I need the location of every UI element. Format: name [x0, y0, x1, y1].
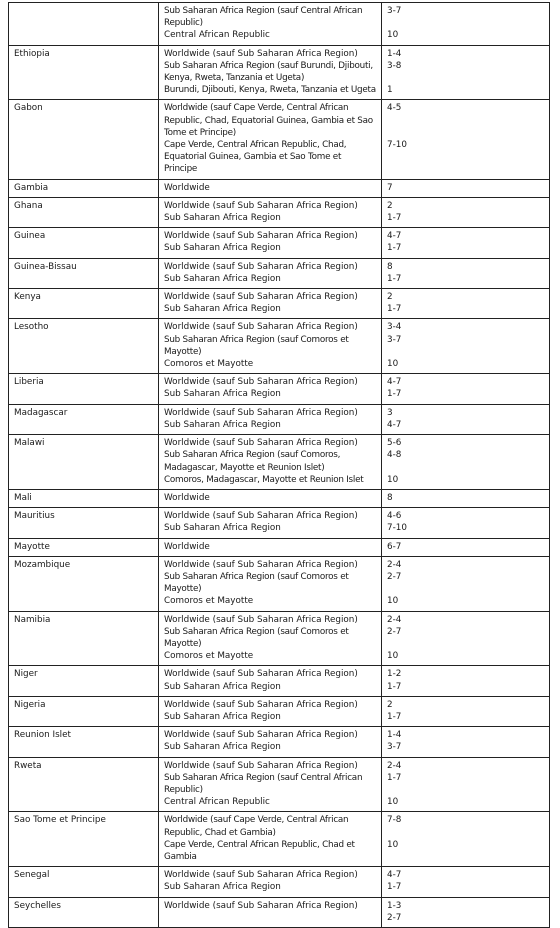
days-cell: [382, 179, 550, 197]
region-line: Worldwide (sauf Sub Saharan Africa Region): [164, 261, 358, 272]
country-cell: Guinea: [9, 228, 159, 258]
days-line: 1-7: [387, 213, 402, 224]
table-row: [9, 435, 550, 490]
country-cell: Mayotte: [9, 538, 159, 556]
regions-cell: [159, 666, 382, 696]
days-cell: [382, 45, 550, 100]
region-line: Worldwide (sauf Sub Saharan Africa Region): [164, 407, 358, 418]
days-line: 4-7: [387, 419, 402, 430]
table-row: [9, 489, 550, 507]
country-cell: Madagascar: [9, 404, 159, 434]
regions-cell: [159, 228, 382, 258]
days-cell: [382, 696, 550, 726]
days-line: 2-4: [387, 559, 402, 570]
table-row: [9, 897, 550, 927]
region-line: Worldwide (sauf Sub Saharan Africa Region): [164, 559, 358, 570]
region-line: Worldwide (sauf Sub Saharan Africa Region): [164, 760, 358, 771]
table-row: [9, 289, 550, 319]
regions-cell: [159, 3, 382, 46]
days-cell: [382, 867, 550, 897]
days-line: 10: [387, 797, 399, 808]
regions-cell: [159, 812, 382, 867]
regions-cell: [159, 538, 382, 556]
days-line: 8: [387, 261, 393, 272]
days-line: 1-7: [387, 882, 402, 893]
days-line: 3-7: [387, 6, 402, 16]
region-line: Sub Saharan Africa Region (sauf Central African Republic): [164, 772, 363, 795]
region-line: Comoros, Madagascar, Mayotte et Reunion Islet: [164, 474, 364, 485]
table-row: [9, 538, 550, 556]
region-line: Worldwide (sauf Sub Saharan Africa Region): [164, 200, 358, 211]
days-line: 7-10: [387, 140, 407, 151]
region-line: Worldwide (sauf Sub Saharan Africa Region): [164, 669, 358, 680]
table-row: [9, 197, 550, 227]
region-line: Worldwide (sauf Sub Saharan Africa Region): [164, 292, 358, 303]
days-cell: [382, 228, 550, 258]
region-line: Sub Saharan Africa Region: [164, 304, 281, 315]
regions-cell: [159, 508, 382, 538]
region-line: Worldwide (sauf Sub Saharan Africa Region): [164, 900, 358, 911]
days-cell: [382, 319, 550, 374]
region-line: Cape Verde, Central African Republic, Chad, Equatorial Guinea, Gambia et Sao Tome et Principe: [164, 140, 347, 175]
regions-cell: [159, 897, 382, 927]
region-line: Sub Saharan Africa Region: [164, 742, 281, 753]
days-line: [387, 462, 544, 474]
days-line: 3-4: [387, 322, 402, 333]
region-line: Worldwide (sauf Sub Saharan Africa Region): [164, 699, 358, 710]
country-cell: Guinea-Bissau: [9, 258, 159, 288]
country-cell: Liberia: [9, 374, 159, 404]
days-line: 1-7: [387, 681, 402, 692]
regions-cell: [159, 100, 382, 179]
region-line: Worldwide (sauf Sub Saharan Africa Region): [164, 48, 358, 59]
days-line: 1-7: [387, 304, 402, 315]
days-line: 4-8: [387, 450, 402, 461]
table-row: [9, 727, 550, 757]
regions-cell: [159, 867, 382, 897]
region-line: Sub Saharan Africa Region (sauf Comoros et Mayotte): [164, 334, 349, 357]
regions-cell: [159, 611, 382, 666]
country-cell: Niger: [9, 666, 159, 696]
region-line: Sub Saharan Africa Region: [164, 882, 281, 893]
days-line: 10: [387, 474, 399, 485]
region-line: Worldwide: [164, 182, 210, 193]
country-cell: Namibia: [9, 611, 159, 666]
days-cell: [382, 289, 550, 319]
country-cell: Gambia: [9, 179, 159, 197]
days-line: 10: [387, 359, 399, 370]
days-line: 7-8: [387, 815, 402, 826]
regions-cell: [159, 489, 382, 507]
table-row: [9, 100, 550, 179]
table-row: [9, 45, 550, 100]
country-cell: Ghana: [9, 197, 159, 227]
days-cell: [382, 812, 550, 867]
country-cell: Malawi: [9, 435, 159, 490]
days-line: 4-7: [387, 231, 402, 242]
regions-cell: [159, 179, 382, 197]
region-line: Burundi, Djibouti, Kenya, Rweta, Tanzania et Ugeta: [164, 85, 376, 96]
days-line: 1-3: [387, 900, 402, 911]
days-line: 2-7: [387, 912, 402, 923]
days-line: 4-7: [387, 870, 402, 881]
days-line: 2-7: [387, 626, 402, 637]
region-line: Sub Saharan Africa Region (sauf Comoros et Mayotte): [164, 571, 349, 595]
days-line: 10: [387, 596, 399, 607]
region-line: Worldwide (sauf Sub Saharan Africa Region): [164, 377, 358, 388]
region-line: Central African Republic: [164, 30, 270, 41]
days-cell: [382, 727, 550, 757]
country-cell: Mozambique: [9, 556, 159, 611]
days-line: 3-7: [387, 742, 402, 753]
region-line: Worldwide (sauf Sub Saharan Africa Region): [164, 231, 358, 242]
regions-cell: [159, 45, 382, 100]
regions-cell: [159, 757, 382, 812]
country-cell: Lesotho: [9, 319, 159, 374]
table-row: [9, 812, 550, 867]
regions-cell: [159, 197, 382, 227]
table-row: [9, 867, 550, 897]
days-cell: [382, 897, 550, 927]
days-line: [387, 784, 544, 796]
region-line: Worldwide (sauf Sub Saharan Africa Region): [164, 730, 358, 741]
region-line: Worldwide (sauf Sub Saharan Africa Region): [164, 614, 358, 625]
days-line: 1-4: [387, 730, 402, 741]
days-line: [387, 17, 544, 29]
days-line: 4-7: [387, 377, 402, 388]
days-line: [387, 827, 544, 839]
days-line: 3-8: [387, 60, 402, 71]
region-line: Worldwide: [164, 492, 210, 503]
table-row: [9, 696, 550, 726]
regions-cell: [159, 319, 382, 374]
region-line: Sub Saharan Africa Region: [164, 243, 281, 254]
region-line: Sub Saharan Africa Region (sauf Burundi, Djibouti, Kenya, Rweta, Tanzania et Ugeta): [164, 60, 373, 84]
regions-cell: [159, 404, 382, 434]
days-line: [387, 127, 544, 139]
days-line: 2: [387, 200, 393, 211]
table-row: [9, 228, 550, 258]
region-line: Sub Saharan Africa Region (sauf Comoros et Mayotte): [164, 626, 349, 649]
days-line: [387, 346, 544, 358]
regions-cell: [159, 727, 382, 757]
regions-cell: [159, 556, 382, 611]
days-cell: [382, 404, 550, 434]
table-row: [9, 3, 550, 46]
days-cell: [382, 374, 550, 404]
days-line: 3-7: [387, 334, 402, 345]
days-cell: [382, 666, 550, 696]
country-cell: Kenya: [9, 289, 159, 319]
table-row: [9, 179, 550, 197]
days-cell: [382, 757, 550, 812]
days-line: 1-4: [387, 48, 402, 59]
days-line: [387, 638, 544, 650]
days-line: 1-7: [387, 711, 402, 722]
days-cell: [382, 489, 550, 507]
table-row: [9, 611, 550, 666]
country-cell: Reunion Islet: [9, 727, 159, 757]
regions-cell: [159, 258, 382, 288]
days-line: 10: [387, 651, 399, 662]
days-cell: [382, 3, 550, 46]
region-line: Sub Saharan Africa Region: [164, 419, 281, 430]
days-line: 5-6: [387, 438, 402, 449]
region-line: Sub Saharan Africa Region: [164, 389, 281, 400]
region-line: Worldwide (sauf Sub Saharan Africa Region): [164, 870, 358, 881]
regions-cell: [159, 696, 382, 726]
days-line: 2-4: [387, 614, 402, 625]
delivery-times-table: [8, 2, 550, 928]
region-line: Comoros et Mayotte: [164, 651, 254, 662]
region-line: Worldwide: [164, 541, 210, 552]
days-line: 1-7: [387, 772, 402, 783]
days-cell: [382, 508, 550, 538]
days-line: 2: [387, 699, 393, 710]
days-line: 2-7: [387, 571, 402, 582]
days-cell: [382, 258, 550, 288]
region-line: Comoros et Mayotte: [164, 596, 254, 607]
days-line: 1: [387, 85, 393, 96]
country-cell: Senegal: [9, 867, 159, 897]
region-line: Sub Saharan Africa Region: [164, 711, 281, 722]
days-cell: [382, 197, 550, 227]
days-line: 1-7: [387, 389, 402, 400]
region-line: Sub Saharan Africa Region: [164, 523, 281, 534]
region-line: Central African Republic: [164, 797, 270, 808]
region-line: Worldwide (sauf Sub Saharan Africa Region): [164, 511, 358, 522]
days-cell: [382, 538, 550, 556]
country-cell: Seychelles: [9, 897, 159, 927]
country-cell: Mali: [9, 489, 159, 507]
table-row: [9, 508, 550, 538]
country-cell: Sao Tome et Principe: [9, 812, 159, 867]
table-row: [9, 556, 550, 611]
table-row: [9, 374, 550, 404]
days-line: 7-10: [387, 523, 407, 534]
days-line: 1-7: [387, 273, 402, 284]
region-line: Worldwide (sauf Sub Saharan Africa Region): [164, 322, 358, 333]
days-cell: [382, 100, 550, 179]
regions-cell: [159, 289, 382, 319]
days-line: 7: [387, 182, 393, 193]
country-cell: Ethiopia: [9, 45, 159, 100]
days-line: 2-4: [387, 760, 402, 771]
days-line: 1-7: [387, 243, 402, 254]
region-line: Worldwide (sauf Sub Saharan Africa Region): [164, 438, 358, 449]
days-line: [387, 115, 544, 127]
days-cell: [382, 611, 550, 666]
country-cell: Nigeria: [9, 696, 159, 726]
region-line: Worldwide (sauf Cape Verde, Central African Republic, Chad et Gambia): [164, 815, 349, 838]
region-line: Sub Saharan Africa Region: [164, 681, 281, 692]
country-cell: Mauritius: [9, 508, 159, 538]
region-line: Sub Saharan Africa Region (sauf Comoros, Madagascar, Mayotte et Reunion Islet): [164, 450, 341, 473]
days-line: 1-2: [387, 669, 402, 680]
days-line: 10: [387, 30, 399, 41]
country-cell: Rweta: [9, 757, 159, 812]
table-row: [9, 404, 550, 434]
days-line: 4-6: [387, 511, 402, 522]
table-row: [9, 666, 550, 696]
regions-cell: [159, 374, 382, 404]
country-cell: Gabon: [9, 100, 159, 179]
region-line: Comoros et Mayotte: [164, 359, 254, 370]
days-line: 3: [387, 407, 393, 418]
region-line: Worldwide (sauf Cape Verde, Central African Republic, Chad, Equatorial Guinea, Gambia et Sao Tome et Principe): [164, 103, 373, 138]
days-line: [387, 72, 544, 84]
region-line: Sub Saharan Africa Region: [164, 213, 281, 224]
days-line: [387, 583, 544, 595]
days-cell: [382, 556, 550, 611]
days-line: 10: [387, 839, 399, 850]
days-line: 8: [387, 492, 393, 503]
days-cell: [382, 435, 550, 490]
regions-cell: [159, 435, 382, 490]
table-row: [9, 757, 550, 812]
table-row: [9, 258, 550, 288]
days-line: 6-7: [387, 541, 402, 552]
table-body: [9, 3, 550, 928]
table-row: [9, 319, 550, 374]
days-line: 4-5: [387, 103, 402, 114]
region-line: Sub Saharan Africa Region (sauf Central African Republic): [164, 6, 363, 29]
days-line: 2: [387, 292, 393, 303]
region-line: Cape Verde, Central African Republic, Chad et Gambia: [164, 839, 355, 862]
region-line: Sub Saharan Africa Region: [164, 273, 281, 284]
country-cell: [9, 3, 159, 46]
